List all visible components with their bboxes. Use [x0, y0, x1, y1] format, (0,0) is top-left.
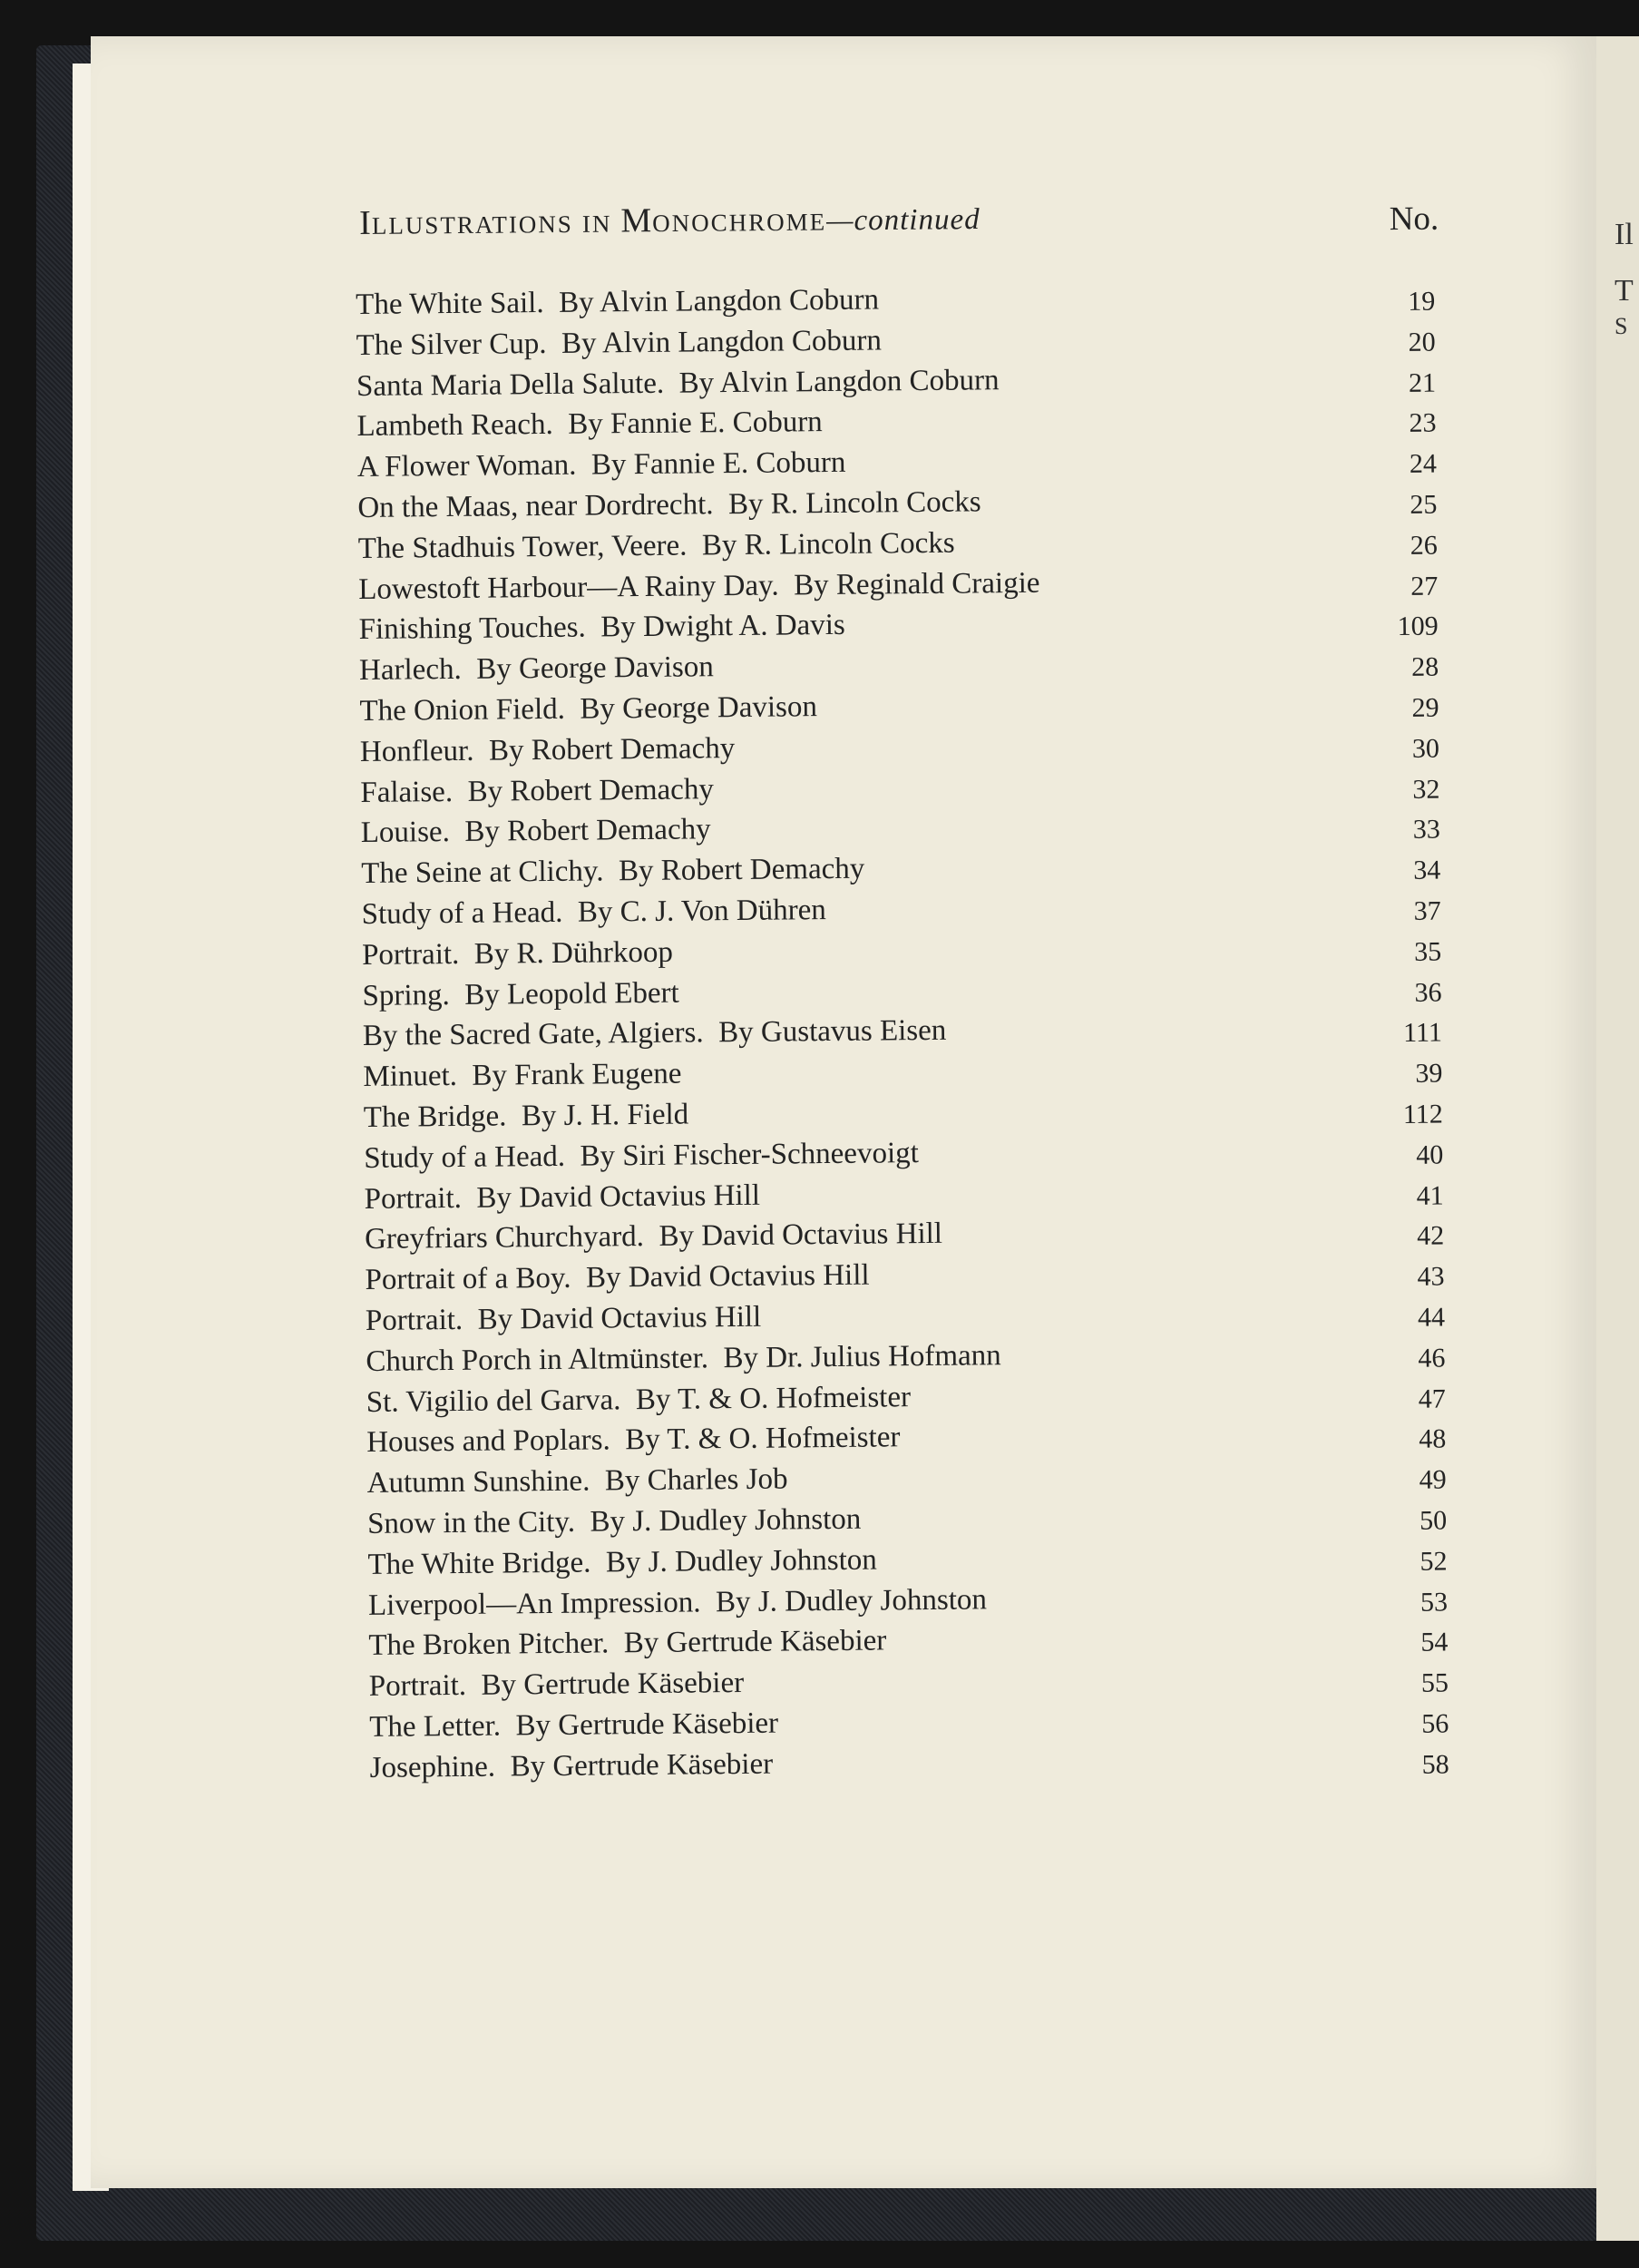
illustration-number: 20	[1408, 327, 1436, 357]
illustration-title: Autumn Sunshine.	[366, 1464, 590, 1501]
illustration-title: Study of a Head.	[361, 895, 563, 931]
illustration-author: By R. Lincoln Cocks	[727, 485, 981, 522]
illustration-number: 29	[1411, 692, 1439, 723]
illustration-number: 25	[1410, 489, 1438, 520]
illustration-title: Snow in the City.	[366, 1505, 576, 1540]
illustration-number: 43	[1417, 1261, 1445, 1292]
illustration-author: By Alvin Langdon Coburn	[558, 283, 880, 319]
illustration-author: By David Octavius Hill	[585, 1258, 870, 1295]
illustration-number: 35	[1413, 936, 1442, 967]
illustration-number: 33	[1412, 814, 1440, 846]
illustration-title: Josephine.	[369, 1750, 496, 1784]
illustration-author: By J. Dudley Johnston	[715, 1582, 988, 1618]
illustration-title: Greyfriars Churchyard.	[364, 1220, 645, 1256]
illustration-number: 24	[1409, 448, 1438, 480]
illustration-author: By R. Lincoln Cocks	[701, 526, 955, 562]
illustration-author: By Robert Demachy	[488, 731, 736, 767]
illustration-number: 55	[1420, 1667, 1449, 1698]
next-page-fragment: Il	[1615, 218, 1634, 251]
illustration-number: 40	[1416, 1139, 1444, 1170]
illustration-author: By Siri Fischer-Schneevoigt	[580, 1136, 919, 1173]
illustration-author: By J. Dudley Johnston	[605, 1543, 877, 1579]
illustration-number: 46	[1418, 1343, 1446, 1374]
illustration-title: Portrait of a Boy.	[365, 1261, 571, 1297]
illustration-number: 112	[1402, 1099, 1443, 1129]
illustration-author: By Alvin Langdon Coburn	[561, 324, 883, 360]
next-page-fragment: S	[1615, 313, 1628, 339]
illustration-title: The Seine at Clichy.	[361, 855, 604, 891]
illustration-author: By Robert Demachy	[618, 852, 865, 888]
illustration-number: 34	[1413, 855, 1441, 885]
illustration-author: By J. H. Field	[521, 1098, 689, 1133]
illustration-author: By David Octavius Hill	[659, 1217, 943, 1254]
illustration-number: 49	[1419, 1464, 1447, 1495]
illustration-title: Finishing Touches.	[358, 611, 586, 647]
illustration-title: The White Bridge.	[367, 1546, 591, 1581]
illustration-title: Portrait.	[364, 1181, 463, 1216]
illustration-title: Portrait.	[368, 1668, 467, 1704]
illustration-author: By David Octavius Hill	[476, 1178, 761, 1215]
next-page-fragment: T	[1615, 274, 1634, 308]
illustration-title: Honfleur.	[359, 734, 474, 768]
illustration-title: Louise.	[360, 816, 451, 850]
illustration-list	[356, 275, 1449, 1789]
illustration-author: By Frank Eugene	[472, 1057, 682, 1092]
illustration-author: By George Davison	[476, 650, 714, 686]
illustration-number: 28	[1410, 651, 1439, 683]
illustration-number: 52	[1419, 1546, 1448, 1577]
illustration-number: 44	[1417, 1302, 1446, 1333]
illustration-author: By Fannie E. Coburn	[590, 446, 846, 482]
illustration-number: 53	[1419, 1587, 1449, 1618]
illustration-title: The Onion Field.	[359, 692, 566, 728]
illustration-number: 39	[1415, 1058, 1443, 1089]
illustration-title: On the Maas, near Dordrecht.	[357, 488, 714, 524]
illustration-author: By Dwight A. Davis	[600, 609, 845, 644]
illustration-title: Minuet.	[363, 1060, 458, 1094]
illustration-title: Portrait.	[365, 1303, 463, 1337]
illustration-title: Harlech.	[358, 653, 462, 688]
illustration-title: A Flower Woman.	[356, 448, 577, 484]
illustration-number: 58	[1421, 1749, 1449, 1780]
illustration-author: By Gustavus Eisen	[717, 1014, 947, 1050]
illustration-title: Santa Maria Della Salute.	[356, 367, 665, 403]
illustration-author: By Robert Demachy	[467, 772, 715, 808]
illustration-title: The Broken Pitcher.	[368, 1627, 610, 1663]
illustration-author: By Reginald Craigie	[793, 566, 1040, 601]
illustration-title: Falaise.	[360, 775, 454, 809]
illustration-title: Houses and Poplars.	[366, 1423, 610, 1460]
illustration-author: By C. J. Von Dühren	[577, 894, 826, 929]
illustration-author: By Gertrude Käsebier	[510, 1747, 774, 1784]
illustration-title: The Stadhuis Tower, Veere.	[357, 529, 688, 565]
illustration-number: 21	[1408, 367, 1437, 398]
illustration-title: Church Porch in Altmünster.	[366, 1342, 709, 1378]
illustration-title: The Bridge.	[363, 1100, 507, 1134]
section-title: ILLUSTRATIONS IN MONOCHROME—continued	[359, 201, 980, 242]
illustration-title: Lambeth Reach.	[356, 408, 553, 444]
illustration-title: Study of a Head.	[364, 1139, 566, 1175]
illustration-author: By R. Dührkoop	[473, 935, 674, 971]
illustration-number: 42	[1416, 1220, 1445, 1252]
illustration-number: 23	[1409, 407, 1437, 439]
illustration-number: 37	[1413, 895, 1441, 926]
illustration-title: By the Sacred Gate, Algiers.	[362, 1016, 704, 1053]
illustration-author: By Leopold Ebert	[464, 976, 679, 1012]
illustration-number: 48	[1419, 1423, 1447, 1455]
illustration-number: 50	[1419, 1505, 1448, 1536]
illustration-title: Liverpool—An Impression.	[367, 1585, 701, 1622]
illustration-title: St. Vigilio del Garva.	[366, 1383, 621, 1419]
illustration-author: By Robert Demachy	[464, 813, 711, 849]
illustration-author: By Fannie E. Coburn	[568, 406, 823, 442]
illustration-number: 27	[1410, 571, 1439, 601]
illustration-author: By Gertrude Käsebier	[515, 1706, 779, 1743]
illustration-author: By Gertrude Käsebier	[623, 1624, 887, 1660]
illustration-author: By David Octavius Hill	[477, 1300, 762, 1336]
number-column-label: No.	[1389, 200, 1439, 239]
illustration-title: Spring.	[362, 978, 450, 1012]
illustration-number: 56	[1421, 1708, 1449, 1739]
illustration-number: 47	[1418, 1383, 1446, 1414]
illustration-number: 30	[1411, 733, 1440, 764]
illustration-title: Lowestoft Harbour—A Rainy Day.	[358, 569, 779, 606]
illustration-author: By Charles Job	[604, 1462, 788, 1498]
next-page-edge	[1596, 36, 1639, 2241]
illustration-author: By T. & O. Hofmeister	[635, 1380, 912, 1416]
illustration-title: The Silver Cup.	[356, 327, 547, 362]
illustration-number: 32	[1412, 774, 1440, 805]
illustration-title: The White Sail.	[356, 287, 544, 321]
illustration-number: 26	[1410, 530, 1438, 561]
illustration-number: 19	[1408, 286, 1436, 317]
illustration-number: 36	[1414, 977, 1442, 1008]
illustration-title: The Letter.	[369, 1709, 502, 1744]
illustration-author: By George Davison	[580, 690, 818, 726]
illustration-number: 41	[1416, 1180, 1444, 1211]
illustration-number: 111	[1403, 1017, 1443, 1049]
illustration-author: By Alvin Langdon Coburn	[678, 363, 1000, 400]
illustration-author: By T. & O. Hofmeister	[625, 1421, 901, 1457]
illustration-number: 54	[1420, 1627, 1449, 1658]
illustration-title: Portrait.	[361, 937, 460, 972]
illustration-number: 109	[1397, 611, 1439, 642]
illustration-author: By Dr. Julius Hofmann	[723, 1338, 1001, 1374]
illustration-author: By Gertrude Käsebier	[481, 1667, 745, 1702]
illustration-author: By J. Dudley Johnston	[590, 1502, 862, 1539]
